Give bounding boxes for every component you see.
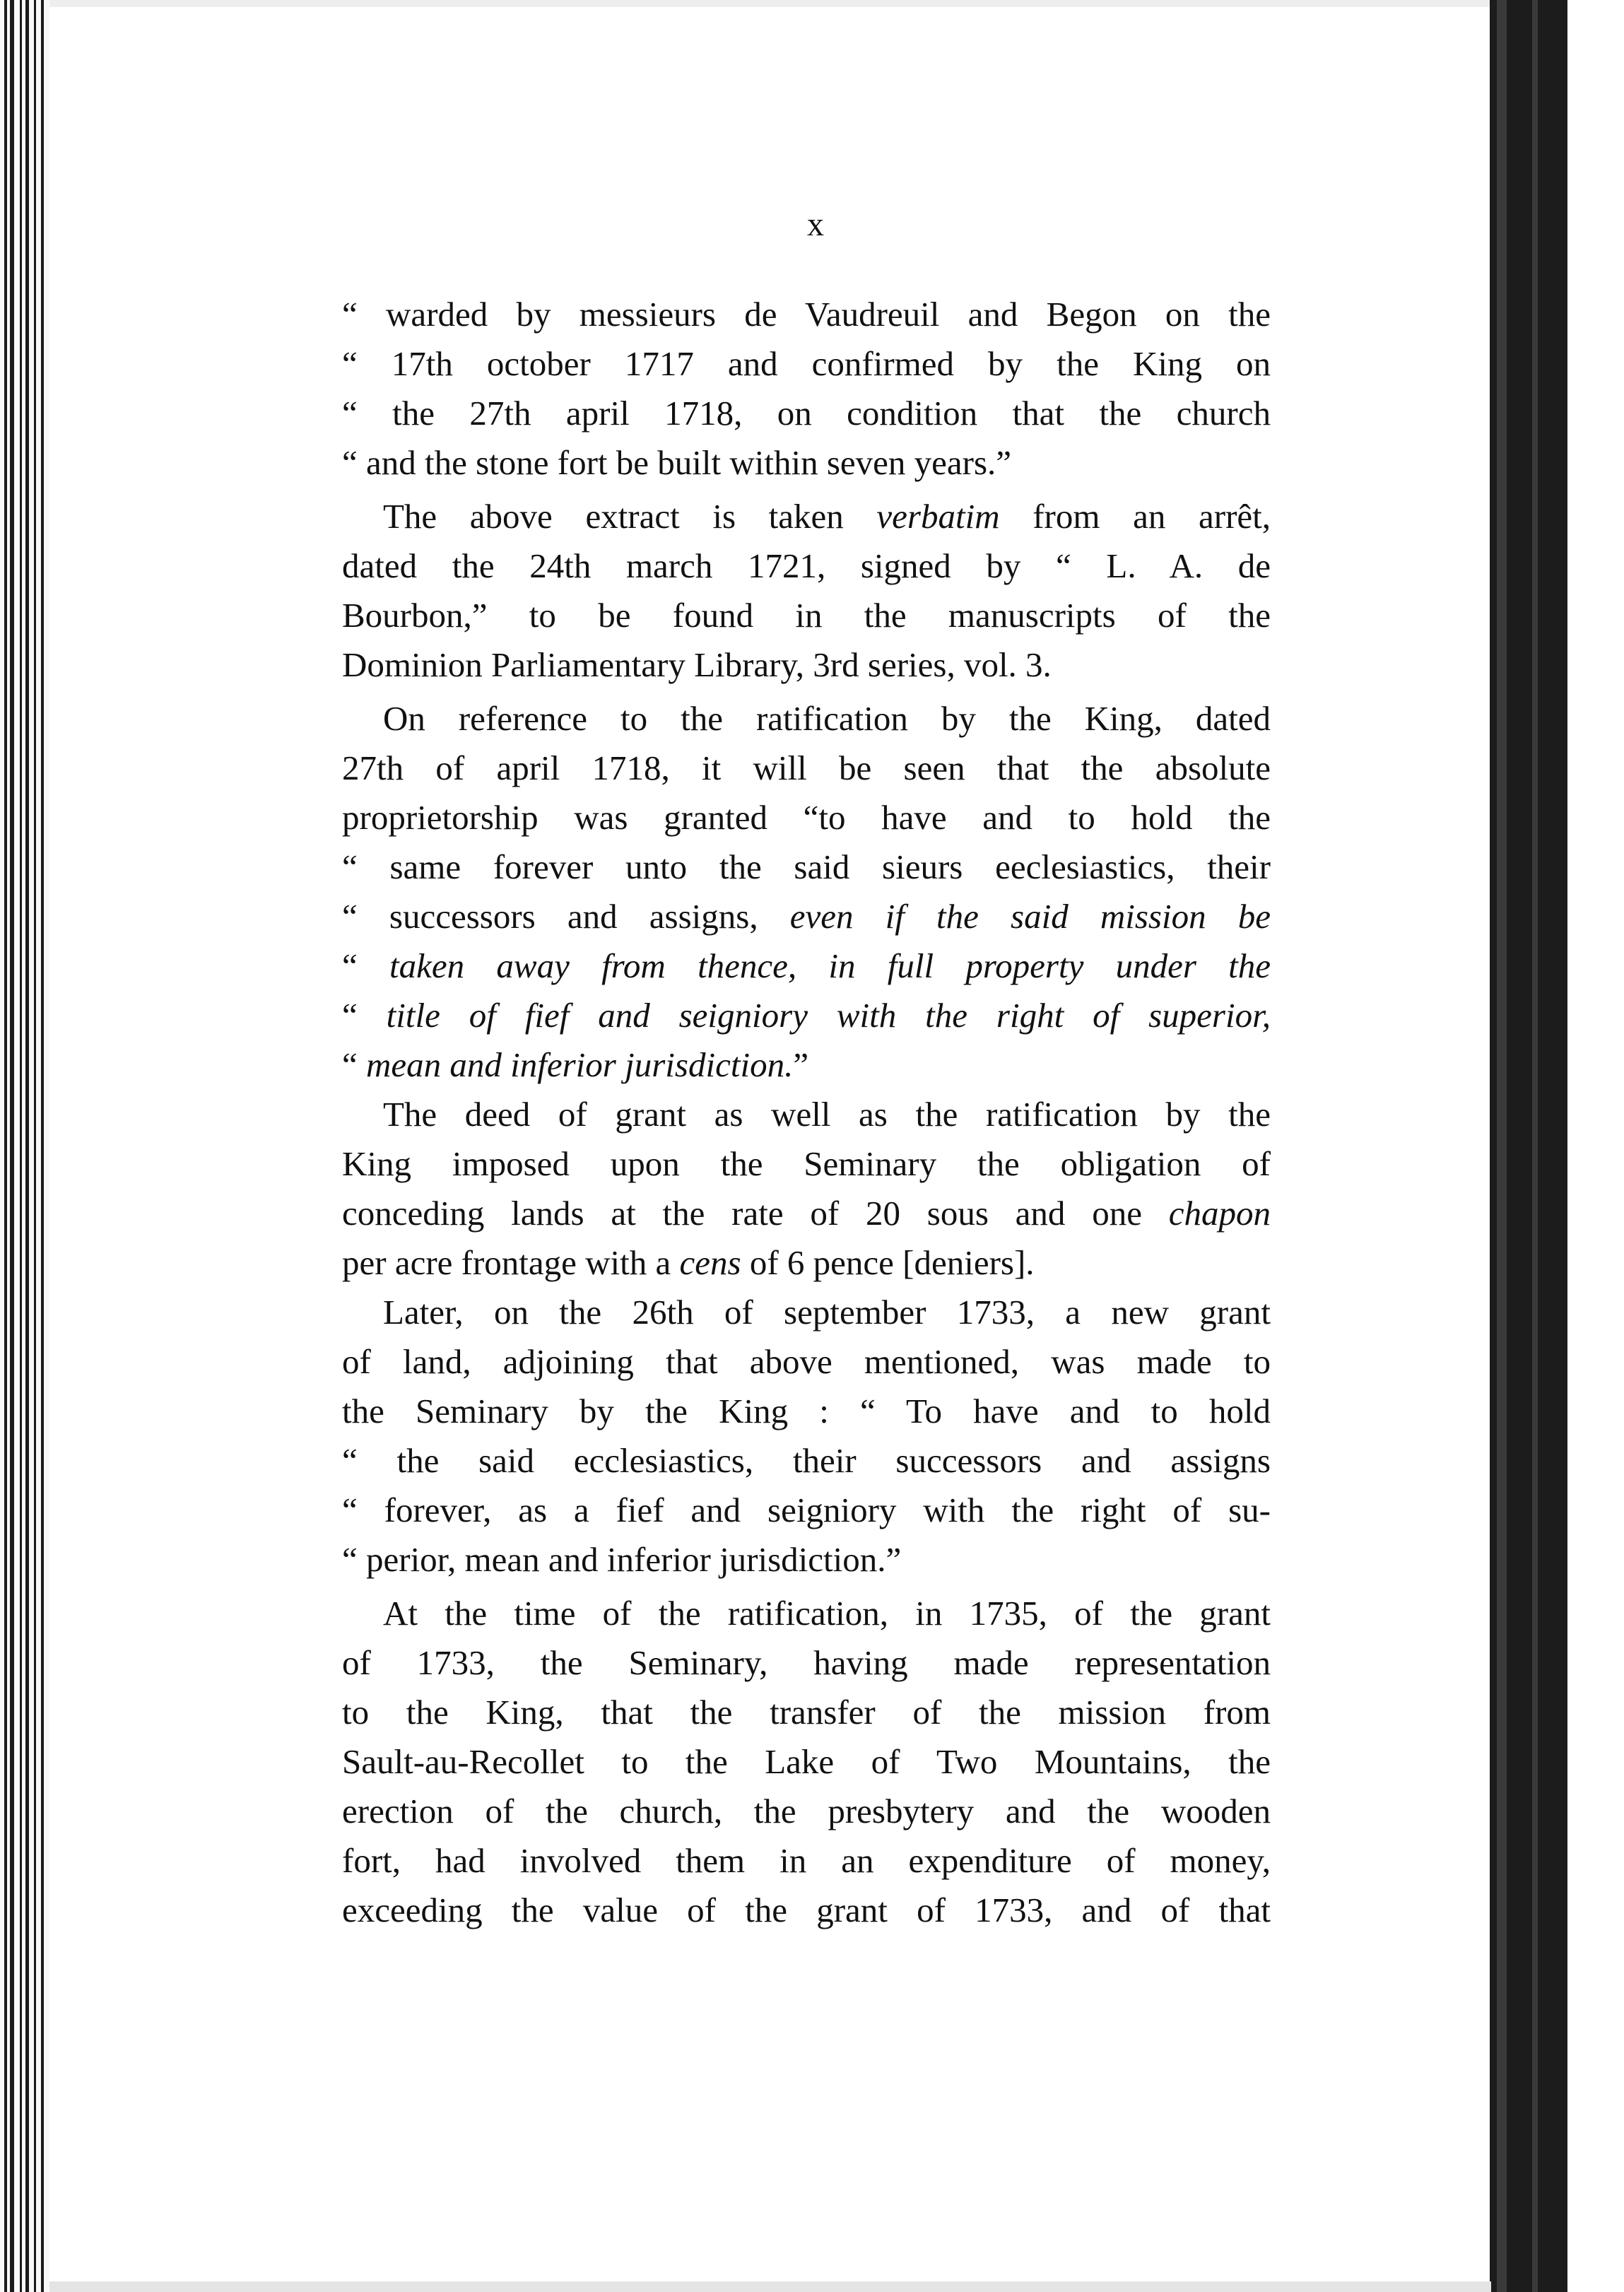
text-line <box>342 1040 1271 1090</box>
text-line: dated the 24th march 1721, signed by “ L. A. de <box>342 546 1271 585</box>
binding-edge <box>0 0 49 2292</box>
text-line: proprietorship was granted “to have and to hold the <box>342 798 1271 837</box>
text-line: Dominion Parliamentary Library, 3rd series, vol. 3. <box>342 645 1052 684</box>
text-segment: “ <box>342 1045 366 1084</box>
text-line <box>342 1189 1271 1238</box>
italic-segment: title of fief and seigniory with the right of superior, <box>386 996 1271 1035</box>
text-segment: “ <box>342 946 390 985</box>
text-line: Sault-au-Recollet to the Lake of Two Mountains, the <box>342 1742 1271 1781</box>
italic-segment: taken away from thence, in full property under the <box>389 946 1271 985</box>
right-page-shadow <box>1490 0 1567 2292</box>
text-segment: per acre frontage with a <box>342 1243 680 1282</box>
text-segment: The above extract is taken <box>383 497 877 536</box>
text-line: “ and the stone fort be built within seven years.” <box>342 443 1012 482</box>
text-line: At the time of the ratification, in 1735, of the grant <box>383 1594 1271 1633</box>
text-line: fort, had involved them in an expenditure of money, <box>342 1841 1271 1880</box>
italic-segment: verbatim <box>876 497 1000 536</box>
text-line: On reference to the ratification by the King, dated <box>383 699 1271 738</box>
text-line: “ the 27th april 1718, on condition that the church <box>342 394 1271 433</box>
text-line: 27th of april 1718, it will be seen that the absolute <box>342 748 1271 787</box>
italic-segment: mean and inferior jurisdiction. <box>366 1045 794 1084</box>
text-segment: “ <box>342 996 387 1035</box>
text-segment: conceding lands at the rate of 20 sous and one <box>342 1194 1169 1233</box>
page-number: x <box>807 206 825 243</box>
text-line: erection of the church, the presbytery and the wooden <box>342 1792 1271 1830</box>
page-bottom-edge <box>49 2281 1491 2292</box>
text-segment: “ successors and assigns, <box>342 897 790 936</box>
text-segment: from an arrêt, <box>999 497 1271 536</box>
text-line: The deed of grant as well as the ratification by the <box>383 1095 1271 1134</box>
body-text <box>342 290 1271 1935</box>
text-line <box>342 941 1271 991</box>
italic-segment: even if the said mission be <box>789 897 1271 936</box>
text-line <box>342 1238 1271 1288</box>
text-line: of 1733, the Seminary, having made representation <box>342 1643 1271 1682</box>
text-line: King imposed upon the Seminary the obligation of <box>342 1144 1271 1183</box>
text-segment: ” <box>793 1045 809 1084</box>
text-line <box>342 892 1271 941</box>
italic-segment: chapon <box>1168 1194 1271 1233</box>
text-line: “ forever, as a fief and seigniory with the right of su- <box>342 1491 1271 1529</box>
text-line <box>342 991 1271 1040</box>
text-line: Bourbon,” to be found in the manuscripts of the <box>342 596 1271 635</box>
text-line <box>342 492 1271 541</box>
text-line: to the King, that the transfer of the mission from <box>342 1693 1271 1732</box>
page-top-edge <box>49 0 1491 7</box>
text-line: “ same forever unto the said sieurs eeclesiastics, their <box>342 847 1271 886</box>
text-line: “ perior, mean and inferior jurisdiction.” <box>342 1540 902 1579</box>
right-margin <box>1567 0 1624 2292</box>
text-line: exceeding the value of the grant of 1733, and of that <box>342 1891 1271 1929</box>
text-line: Later, on the 26th of september 1733, a new grant <box>383 1293 1271 1332</box>
text-line: “ the said ecclesiastics, their successors and assigns <box>342 1441 1271 1480</box>
text-line: the Seminary by the King : “ To have and to hold <box>342 1392 1271 1430</box>
text-line: “ 17th october 1717 and confirmed by the King on <box>342 344 1271 383</box>
text-segment: of 6 pence [deniers]. <box>741 1243 1035 1282</box>
italic-segment: cens <box>679 1243 741 1282</box>
text-line: of land, adjoining that above mentioned, was made to <box>342 1342 1271 1381</box>
text-line: “ warded by messieurs de Vaudreuil and Begon on the <box>342 295 1271 334</box>
